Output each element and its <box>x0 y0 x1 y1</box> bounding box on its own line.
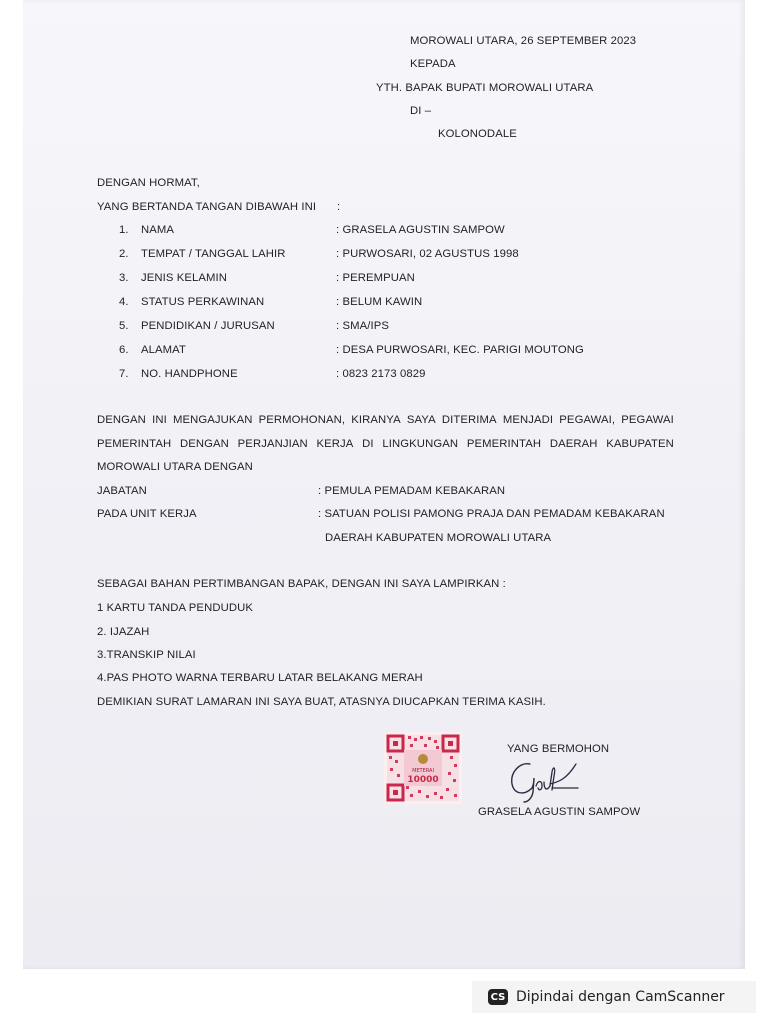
attachment-item: 1 KARTU TANDA PENDUDUK <box>97 602 253 614</box>
field-label-gender: JENIS KELAMIN <box>141 272 228 284</box>
attachment-item: 3.TRANSKIP NILAI <box>97 649 196 661</box>
word: PEGAWAI <box>621 414 674 426</box>
word: DENGAN <box>179 438 229 450</box>
field-number: 3. <box>119 272 129 284</box>
attachments-intro: SEBAGAI BAHAN PERTIMBANGAN BAPAK, DENGAN INI SAYA LAMPIRKAN : <box>97 578 506 590</box>
jabatan-label: JABATAN <box>97 485 147 497</box>
field-number: 7. <box>119 368 129 380</box>
meterai-value: 10000 <box>407 775 439 785</box>
meterai-label: METERAI <box>412 768 434 774</box>
field-label-phone: NO. HANDPHONE <box>141 368 238 380</box>
field-value-phone: : 0823 2173 0829 <box>336 368 426 380</box>
field-value-education: : SMA/IPS <box>336 320 390 332</box>
recipient-di: DI – <box>410 105 432 117</box>
unit-label: PADA UNIT KERJA <box>97 508 197 520</box>
word: PERJANJIAN <box>237 438 308 450</box>
word: PEMERINTAH <box>97 438 172 450</box>
field-label-birth: TEMPAT / TANGGAL LAHIR <box>141 248 286 260</box>
word: PEGAWAI, <box>559 414 616 426</box>
body-line-1 <box>97 413 674 427</box>
word: LINGKUNGAN <box>382 438 459 450</box>
field-value-address: : DESA PURWOSARI, KEC. PARIGI MOUTONG <box>336 344 584 356</box>
word: KERJA <box>316 438 354 450</box>
field-number: 6. <box>119 344 129 356</box>
applicant-label: YANG BERMOHON <box>507 743 610 755</box>
word: DAERAH <box>549 438 598 450</box>
field-number: 1. <box>119 224 129 236</box>
word: KIRANYA <box>351 414 401 426</box>
word: DITERIMA <box>441 414 497 426</box>
garuda-emblem-icon <box>418 754 428 764</box>
word: PEMERINTAH <box>466 438 542 450</box>
recipient-yth: YTH. BAPAK BUPATI MOROWALI UTARA <box>376 82 594 94</box>
handwritten-signature <box>506 758 582 808</box>
unit-value-line-1: : SATUAN POLISI PAMONG PRAJA DAN PEMADAM KEBAKARAN <box>318 508 665 520</box>
word: KABUPATEN <box>606 438 674 450</box>
field-label-marital: STATUS PERKAWINAN <box>141 296 265 308</box>
attachment-item: 4.PAS PHOTO WARNA TERBARU LATAR BELAKANG MERAH <box>97 672 423 684</box>
field-value-marital: : BELUM KAWIN <box>336 296 423 308</box>
camscanner-text: Dipindai dengan CamScanner <box>516 989 725 1005</box>
camscanner-footer <box>472 981 756 1013</box>
place-date: MOROWALI UTARA, 26 SEPTEMBER 2023 <box>410 35 637 47</box>
field-number: 2. <box>119 248 129 260</box>
qr-pattern <box>384 732 462 804</box>
word: MENGAJUKAN <box>173 414 253 426</box>
applicant-name: GRASELA AGUSTIN SAMPOW <box>478 806 641 818</box>
field-label-address: ALAMAT <box>141 344 186 356</box>
word: INI <box>152 414 167 426</box>
body-line-2 <box>97 437 674 451</box>
greeting: DENGAN HORMAT, <box>97 177 200 189</box>
field-label-education: PENDIDIKAN / JURUSAN <box>141 320 275 332</box>
field-number: 5. <box>119 320 129 332</box>
field-value-gender: : PEREMPUAN <box>336 272 415 284</box>
closing-line: DEMIKIAN SURAT LAMARAN INI SAYA BUAT, ATASNYA DIUCAPKAN TERIMA KASIH. <box>97 696 546 708</box>
word: PERMOHONAN, <box>258 414 346 426</box>
word: DENGAN <box>97 414 146 426</box>
intro-line: YANG BERTANDA TANGAN DIBAWAH INI <box>97 201 317 213</box>
word: SAYA <box>406 414 436 426</box>
field-value-birth: : PURWOSARI, 02 AGUSTUS 1998 <box>336 248 519 260</box>
field-label-nama: NAMA <box>141 224 175 236</box>
word: DI <box>362 438 374 450</box>
field-value-nama: : GRASELA AGUSTIN SAMPOW <box>336 224 505 236</box>
unit-value-line-2: DAERAH KABUPATEN MOROWALI UTARA <box>325 532 552 544</box>
intro-colon: : <box>337 201 341 213</box>
camscanner-logo-icon: CS <box>488 989 508 1005</box>
body-line-3: MOROWALI UTARA DENGAN <box>97 461 253 473</box>
meterai-stamp <box>384 732 462 804</box>
field-number: 4. <box>119 296 129 308</box>
recipient-city: KOLONODALE <box>438 128 517 140</box>
recipient-kepada: KEPADA <box>410 58 456 70</box>
attachment-item: 2. IJAZAH <box>97 626 150 638</box>
word: MENJADI <box>502 414 554 426</box>
jabatan-value: : PEMULA PEMADAM KEBAKARAN <box>318 485 506 497</box>
